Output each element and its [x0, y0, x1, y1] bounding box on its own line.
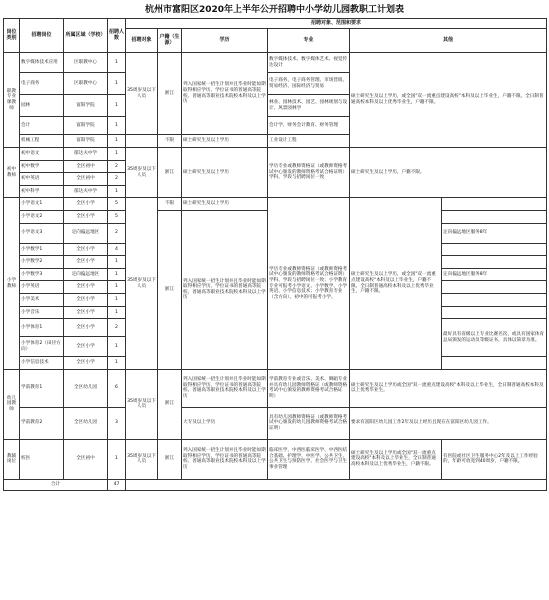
header-category: 岗位类别: [4, 19, 20, 53]
area-cell: 全区幼儿园: [64, 407, 108, 439]
position-cell: 小学数学1: [20, 243, 64, 256]
major-cell: 具有幼儿园教师资格证（或教师资格考试中心颁发的幼儿园教师资格考试合格证明）: [268, 407, 350, 439]
total-count: 47: [108, 479, 126, 490]
other-cell: 硕士研究生及以上学历或全国"双一流重点建设高校"本科及以上毕业生，全日制普通高校本科及以上优秀毕业生。: [350, 369, 547, 407]
other-cell: 硕士研究生及以上学历，或全国"双一流重点建设高校"本科及以上毕业生，户籍不限。全日制普通高校本科及以上优秀毕业生，户籍不限。: [350, 53, 547, 148]
count-cell: 1: [108, 117, 126, 135]
header-major: 专业: [268, 29, 350, 53]
hukou-cell: 浙江: [158, 53, 182, 135]
area-cell: 全区小学: [64, 198, 108, 211]
major-cell: 学前教育专业或音乐、美术、舞蹈专业并具有幼儿园教师资格证（或教师资格考试中心颁发的教师资格考试合格证明）: [268, 369, 350, 407]
count-cell: 1: [108, 281, 126, 294]
header-education: 学历: [182, 29, 268, 53]
table-row: [4, 439, 547, 479]
table-row: [4, 53, 547, 73]
area-cell: 区职教中心: [64, 73, 108, 95]
count-cell: 1: [108, 293, 126, 306]
position-cell: 小学数学2: [20, 256, 64, 269]
total-row: [4, 479, 547, 490]
major-cell: 学历专业或教师资格证（或教师资格考试中心颁发的教师资格考试合格证明）学科、学段与招聘岗位一致: [268, 148, 350, 198]
area-cell: 全区小学: [64, 243, 108, 256]
position-cell: 小学体育2（田径方向）: [20, 337, 64, 357]
area-cell: 全区小学: [64, 256, 108, 269]
position-cell: 小学英语: [20, 281, 64, 294]
area-cell: 全区小学: [64, 210, 108, 223]
other-extra-cell: [442, 281, 547, 294]
area-cell: 全区初中: [64, 439, 108, 479]
hukou-cell: 浙江: [158, 369, 182, 439]
count-cell: 6: [108, 369, 126, 407]
area-cell: 富阳学院: [64, 117, 108, 135]
count-cell: 1: [108, 135, 126, 148]
category-primary: 小学教师: [4, 198, 20, 369]
target-cell: [126, 135, 158, 148]
position-cell: 电子商务: [20, 73, 64, 95]
area-cell: 全区初中: [64, 160, 108, 173]
other-extra-cell: 有医院或社区卫生服务中心2年及以上工作经验的，年龄可放宽到40周岁，户籍不限。: [442, 439, 547, 479]
area-cell: 定向偏远地区: [64, 223, 108, 243]
count-cell: 1: [108, 148, 126, 161]
position-cell: 小学体育1: [20, 319, 64, 337]
header-other: 其他: [350, 29, 547, 53]
count-cell: 1: [108, 337, 126, 357]
count-cell: 1: [108, 256, 126, 269]
position-cell: 初中数学: [20, 160, 64, 173]
education-cell: 列入国家统一招生计划并且毕业时能如期取得相应学历、学位证书的普通高等院校、普通高等职业技术院校本科及以上学历: [182, 210, 268, 369]
position-cell: 小学信息技术: [20, 357, 64, 370]
count-cell: 5: [108, 210, 126, 223]
position-cell: 初中语文: [20, 148, 64, 161]
position-cell: 小学数学3: [20, 268, 64, 281]
position-cell: 小学语文1: [20, 198, 64, 211]
total-label: 合计: [4, 479, 108, 490]
count-cell: 2: [108, 173, 126, 186]
target-cell: 35周岁及以下人员: [126, 439, 158, 479]
education-cell: 列入国家统一招生计划并且毕业时能如期取得相应学历、学位证书的普通高等院校、普通高等职业技术院校本科及以上学历: [182, 369, 268, 407]
area-cell: 全区小学: [64, 306, 108, 319]
area-cell: 全区初中: [64, 173, 108, 186]
position-cell: 小学语文2: [20, 210, 64, 223]
education-cell: 大专及以上学历: [182, 407, 268, 439]
area-cell: 全区幼儿园: [64, 369, 108, 407]
header-hukou: 户籍（生源）: [158, 29, 182, 53]
table-row: [4, 148, 547, 161]
table-row: [4, 407, 547, 439]
hukou-cell: 不限: [158, 135, 182, 148]
other-extra-cell: 定向偏远地区服务8年: [442, 223, 547, 243]
count-cell: 4: [108, 243, 126, 256]
header-target: 招聘对象: [126, 29, 158, 53]
category-junior: 初中教师: [4, 148, 20, 198]
header-count: 招聘人数: [108, 19, 126, 53]
other-cell: 硕士研究生及以上学历或全国"双一流重点建设高校"本科及以上毕业生，全日制普通高校本科及以上优秀毕业生，户籍不限。: [350, 439, 442, 479]
count-cell: 1: [108, 95, 126, 117]
table-row: [4, 198, 547, 211]
count-cell: 1: [108, 357, 126, 370]
area-cell: 全区小学: [64, 357, 108, 370]
category-medical: 教辅岗位: [4, 439, 20, 479]
other-cell: 硕士研究生及以上学历，户籍不限。: [350, 148, 547, 198]
other-extra-cell: [442, 306, 547, 319]
other-cell: 硕士研究生及以上学历，或全国"双一流重点建设高校"本科及以上毕业生，户籍不限。全日制普通高校本科及以上优秀毕业生，户籍不限。: [350, 198, 442, 369]
position-cell: 会计: [20, 117, 64, 135]
major-cell: 工业设计工程: [268, 135, 350, 148]
table-row: [4, 369, 547, 407]
education-cell: 列入国家统一招生计划并且毕业时能如期取得相应学历、学位证书的普通高等院校、普通高等职业技术院校本科及以上学历: [182, 53, 268, 135]
count-cell: 2: [108, 223, 126, 243]
position-cell: 小学音乐: [20, 306, 64, 319]
hukou-cell: 浙江: [158, 148, 182, 198]
position-cell: 小学美术: [20, 293, 64, 306]
count-cell: 1: [108, 306, 126, 319]
count-cell: 2: [108, 160, 126, 173]
area-cell: 定向偏远地区: [64, 268, 108, 281]
position-cell: 学前教育1: [20, 369, 64, 407]
area-cell: 富阳学院: [64, 135, 108, 148]
header-position: 招聘岗位: [20, 19, 64, 53]
education-cell: 硕士研究生及以上学历: [182, 148, 268, 198]
count-cell: 1: [108, 185, 126, 198]
category-kindergarten: 幼儿园教师: [4, 369, 20, 439]
area-cell: 区职教中心: [64, 53, 108, 73]
target-cell: 35周岁及以下人员: [126, 148, 158, 198]
other-extra-cell: [442, 357, 547, 370]
major-cell: 临床医学、中西医临床医学、中西医结合基础、护理学、中医学、公共卫生、公共卫生与预防医学、社会医学与卫生事业管理: [268, 439, 350, 479]
target-cell: 35周岁及以下人员: [126, 369, 158, 439]
category-vocational: 职教专业课教师: [4, 53, 20, 148]
position-cell: 数字媒体技术应用: [20, 53, 64, 73]
count-cell: 1: [108, 439, 126, 479]
position-cell: 初中科学: [20, 185, 64, 198]
count-cell: 2: [108, 319, 126, 337]
position-cell: 初中英语: [20, 173, 64, 186]
position-cell: 学前教育2: [20, 407, 64, 439]
hukou-cell: 浙江: [158, 210, 182, 369]
major-cell: 数字媒体技术、数字媒体艺术、视觉传达设计: [268, 53, 350, 73]
other-extra-cell: 定向偏远地区服务8年: [442, 268, 547, 281]
recruitment-table: [3, 18, 547, 491]
area-cell: 全区小学: [64, 281, 108, 294]
other-extra-cell: [442, 243, 547, 256]
target-cell: 35周岁及以下人员: [126, 53, 158, 135]
page-title: 杭州市富阳区2020年上半年公开招聘中小学幼儿园教职工计划表: [144, 5, 405, 15]
area-cell: 富阳学院: [64, 95, 108, 117]
hukou-cell: 不限: [158, 198, 182, 211]
major-cell: 林业、园林技术、园艺、园林规划与设计、风景园林学: [268, 95, 350, 117]
position-cell: 机械工程: [20, 135, 64, 148]
hukou-cell: 浙江: [158, 439, 182, 479]
education-cell: 列入国家统一招生计划并且毕业时能如期取得相应学历、学位证书的普通高等院校、普通高等职业技术院校本科及以上学历: [182, 439, 268, 479]
other-extra-cell: [442, 293, 547, 306]
other-extra-cell: 最好具有省级以上专业比赛名次，或具有国家体育总局颁发的运动员等级证书，具体以简章为准。: [442, 319, 547, 357]
header-conditions: 招聘对象、范围和要求: [126, 19, 547, 29]
count-cell: 3: [108, 407, 126, 439]
count-cell: 1: [108, 268, 126, 281]
total-blank: [126, 479, 547, 490]
area-cell: 郁达夫中学: [64, 148, 108, 161]
count-cell: 5: [108, 198, 126, 211]
education-cell: 硕士研究生及以上学历: [182, 135, 268, 148]
area-cell: 全区小学: [64, 293, 108, 306]
position-cell: 小学语文3: [20, 223, 64, 243]
other-cell: 要求有富阳区幼儿园工作2年及以上经历且现在在富阳区幼儿园工作。: [350, 407, 547, 439]
target-cell: 35周岁及以下人员: [126, 198, 158, 369]
position-cell: 校医: [20, 439, 64, 479]
other-extra-cell: [442, 256, 547, 269]
education-cell: 硕士研究生及以上学历: [182, 198, 268, 211]
area-cell: 全区小学: [64, 337, 108, 357]
area-cell: 全区小学: [64, 319, 108, 337]
area-cell: 郁达夫中学: [64, 185, 108, 198]
count-cell: 1: [108, 53, 126, 73]
major-cell: 会计学、财务会计教育、财务管理: [268, 117, 350, 135]
position-cell: 园林: [20, 95, 64, 117]
other-extra-cell: [442, 210, 547, 223]
major-cell: 学历专业或教师资格证（或教师资格考试中心颁发的教师资格考试合格证明）学科、学段与招聘岗位一致；小学教育专业可报考小学语文、小学数学、小学英语、小学信息技术；小学教育专业（含方向）、初中的可报考小学。: [268, 198, 350, 369]
other-extra-cell: [442, 198, 547, 211]
major-cell: 电子商务、电子商务管理、市场营销、贸易经济、国际经济与贸易: [268, 73, 350, 95]
header-area: 所属区域（学校）: [64, 19, 108, 53]
count-cell: 1: [108, 73, 126, 95]
